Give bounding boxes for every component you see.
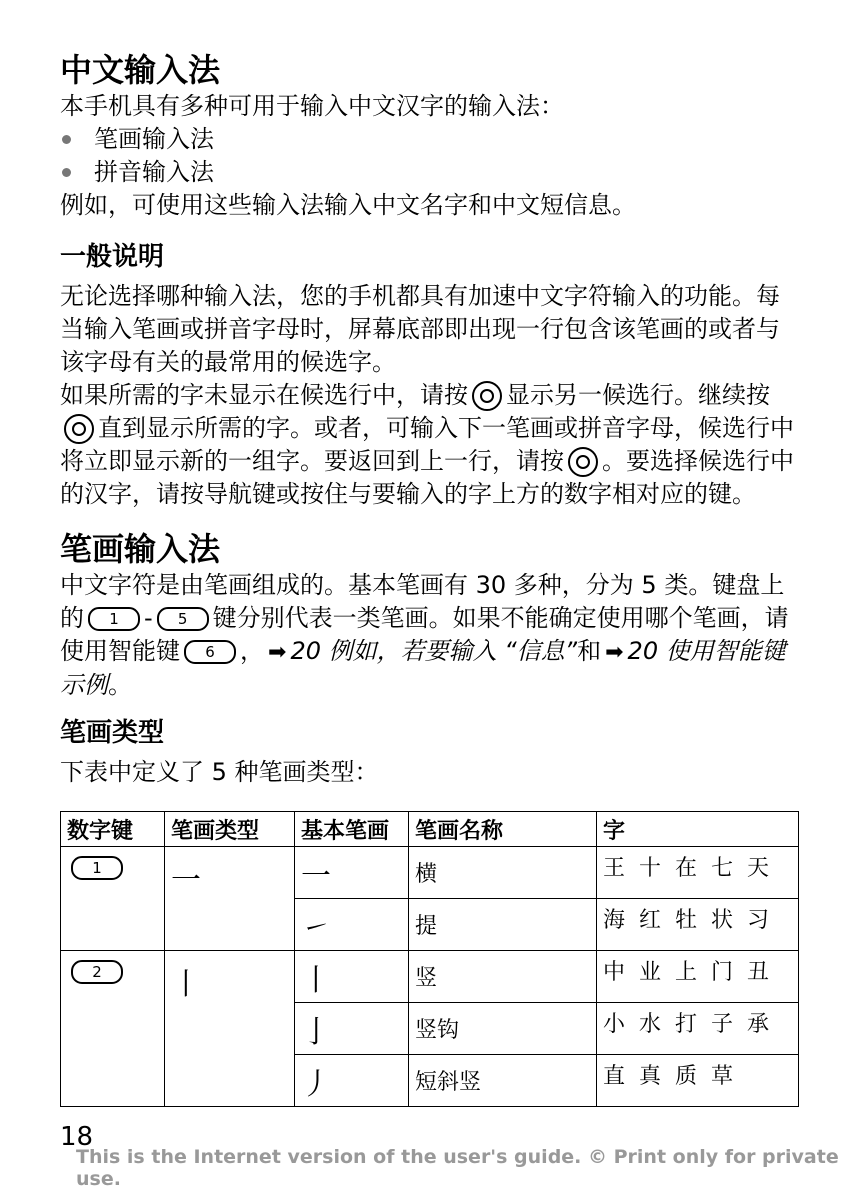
stroke-type-cell: 一 [165, 847, 295, 951]
stroke-name-cell: 提 [409, 899, 597, 951]
page-content [60, 50, 800, 1107]
stroke-name-cell: 竖钩 [409, 1003, 597, 1055]
key-2-icon: 2 [71, 960, 123, 984]
table-row [61, 847, 799, 899]
characters-cell: 小水打子承 [597, 1003, 799, 1055]
basic-stroke-cell: 丿 [295, 1055, 409, 1107]
table-row [61, 951, 799, 1003]
arrow-right-icon: ➡ [268, 640, 287, 665]
characters-cell: 海红牡状习 [597, 899, 799, 951]
stroke-name-cell: 竖 [409, 951, 597, 1003]
key-1-icon: 1 [71, 856, 123, 880]
stroke-type-table [60, 811, 799, 1107]
section-title-general: 一般说明 [60, 242, 165, 272]
nav-down-key-icon [64, 414, 94, 444]
general-paragraph-1: 无论选择哪种输入法，您的手机都具有加速中文字符输入的功能。每当输入笔画或拼音字母时，屏幕底部即出现一行包含该笔画的或者与该字母有关的最常用的候选字。 [60, 282, 780, 376]
input-method-list [60, 123, 800, 189]
characters-cell: 王十在七天 [597, 847, 799, 899]
section-title-stroke-input: 笔画输入法 [60, 530, 221, 568]
key-6-icon: 6 [184, 640, 236, 664]
stroke-types-intro: 下表中定义了 5 种笔画类型： [60, 758, 379, 786]
stroke-name-cell: 横 [409, 847, 597, 899]
reference-link-1[interactable]: 20 例如，若要输入 “信息” [290, 637, 578, 665]
basic-stroke-cell: 亅 [295, 1003, 409, 1055]
bullet-icon [62, 168, 71, 177]
nav-up-key-icon [568, 447, 598, 477]
section-title-chinese-input: 中文输入法 [60, 51, 221, 89]
list-item: 拼音输入法 [60, 156, 800, 189]
intro-text: 本手机具有多种可用于输入中文汉字的输入法： [60, 92, 564, 120]
key-5-icon: 5 [157, 607, 209, 631]
basic-stroke-cell: 一 [295, 847, 409, 899]
characters-cell: 中业上门丑 [597, 951, 799, 1003]
key-cell [61, 847, 165, 951]
key-cell [61, 951, 165, 1107]
header-basic-stroke: 基本笔画 [295, 812, 409, 847]
characters-cell: 直真质草 [597, 1055, 799, 1107]
page-number: 18 [60, 1122, 94, 1152]
footer-notice: This is the Internet version of the user's guide. © Print only for private use. [76, 1146, 839, 1190]
table-header-row [61, 812, 799, 847]
bullet-icon [62, 135, 71, 144]
example-note: 例如，可使用这些输入法输入中文名字和中文短信息。 [60, 191, 636, 219]
arrow-right-icon: ➡ [605, 640, 624, 665]
section-title-stroke-types: 笔画类型 [60, 718, 165, 748]
stroke-name-cell: 短斜竖 [409, 1055, 597, 1107]
header-number-key: 数字键 [61, 812, 165, 847]
header-characters: 字 [597, 812, 799, 847]
key-1-icon: 1 [88, 607, 140, 631]
basic-stroke-cell: 丨 [295, 951, 409, 1003]
list-item: 笔画输入法 [60, 123, 800, 156]
header-stroke-type: 笔画类型 [165, 812, 295, 847]
stroke-paragraph: 中文字符是由笔画组成的。基本笔画有 30 多种，分为 5 类。键盘上的 1 - 5 键分别代表一类笔画。如果不能确定使用哪个笔画，请使用智能键 6 ， ➡ 20 例如，若要输入 “信息”和 ➡ 20 使用智能键示例。 [60, 571, 789, 699]
stroke-type-cell: 丨 [165, 951, 295, 1107]
nav-down-key-icon [472, 381, 502, 411]
basic-stroke-cell: ㇀ [295, 899, 409, 951]
header-stroke-name: 笔画名称 [409, 812, 597, 847]
reference-link-2[interactable]: 20 使用智能键示例 [60, 637, 786, 699]
general-paragraph-2: 如果所需的字未显示在候选行中，请按 显示另一候选行。继续按直到显示所需的字。或者，可输入下一笔画或拼音字母，候选行中将立即显示新的一组字。要返回到上一行，请按 。要选择候选行中的汉字，请按导航键或按住与要输入的字上方的数字相对应的键。 [60, 381, 794, 508]
